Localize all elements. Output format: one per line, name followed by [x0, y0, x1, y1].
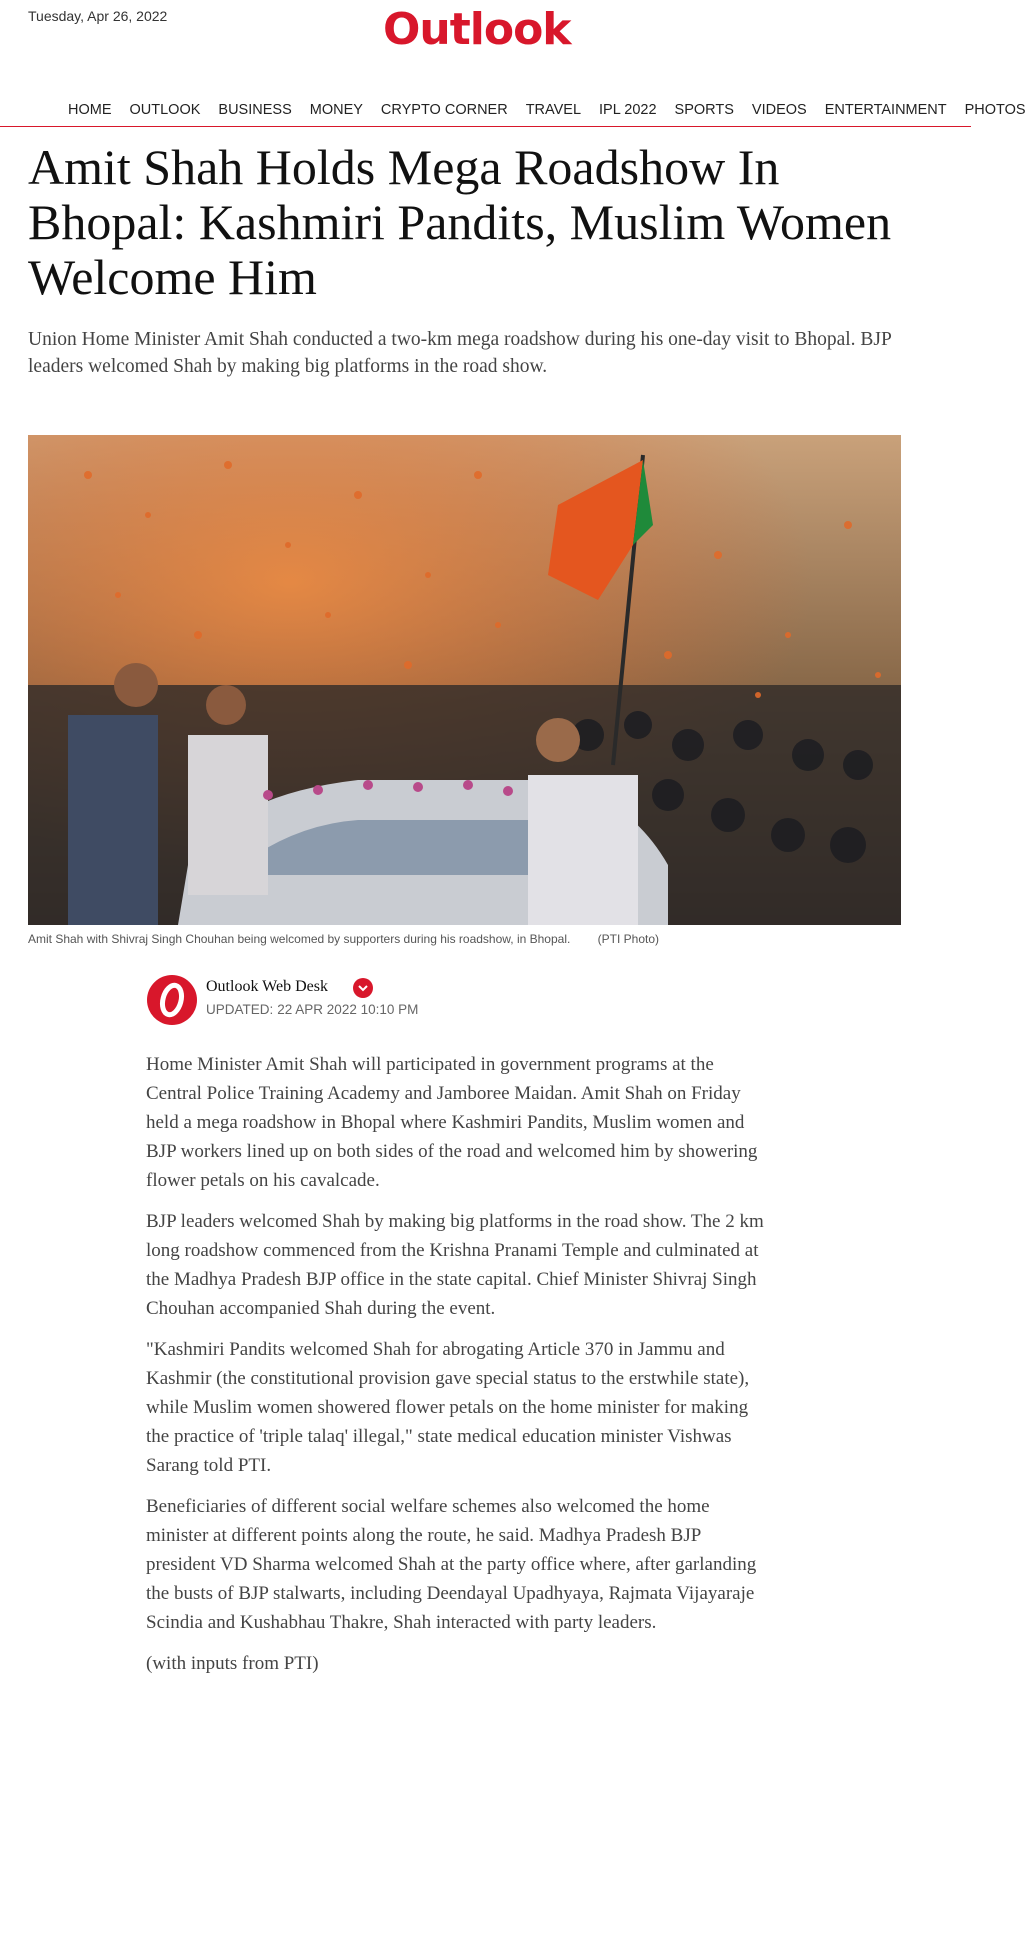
nav-item-home[interactable]: HOME: [68, 102, 112, 118]
nav-item-videos[interactable]: VIDEOS: [751, 102, 807, 118]
image-credit: (PTI Photo): [597, 932, 660, 946]
header-date: Tuesday, Apr 26, 2022: [28, 8, 168, 24]
article-paragraph: (with inputs from PTI): [146, 1653, 319, 1674]
article-paragraph: BJP leaders welcomed Shah by making big platforms in the road show. The 2 km long roadshow commenced from the Krishna Pranami Temple and culminated at the Madhya Pradesh BJP office in the state capital. Chief Minister Shivraj Singh Chouhan accompanied Shah during the event.: [146, 1211, 764, 1319]
author-name[interactable]: Outlook Web Desk: [206, 978, 328, 995]
hero-image: [28, 435, 901, 925]
article-subtitle: Union Home Minister Amit Shah conducted a two-km mega roadshow during his one-day visit to Bhopal. BJP leaders welcomed Shah by making big platforms in the road show.: [28, 329, 892, 377]
nav-item-photos[interactable]: PHOTOS: [964, 102, 1026, 118]
nav-item-crypto-corner[interactable]: CRYPTO CORNER: [380, 102, 508, 118]
nav-item-outlook[interactable]: OUTLOOK: [129, 102, 201, 118]
article-paragraph: Beneficiaries of different social welfare schemes also welcomed the home minister at different points along the route, he said. Madhya Pradesh BJP president VD Sharma welcomed Shah at the party office where, after garlanding the busts of BJP stalwarts, including Deendayal Upadhyaya, Rajmata Vijayaraje Scindia and Kushabhau Thakre, Shah interacted with party leaders.: [146, 1496, 757, 1633]
updated-label: UPDATED:: [206, 1002, 274, 1017]
outlook-o-logo-icon[interactable]: [147, 975, 197, 1025]
outlook-logo[interactable]: Outlook: [383, 4, 571, 55]
nav-item-ipl-2022[interactable]: IPL 2022: [599, 102, 657, 118]
article-paragraph: Home Minister Amit Shah will participated in government programs at the Central Police Training Academy and Jamboree Maidan. Amit Shah on Friday held a mega roadshow in Bhopal where Kashmiri Pandits, Muslim women and BJP workers lined up on both sides of the road and welcomed him by showering flower petals on his cavalcade.: [146, 1054, 758, 1191]
updated-value: 22 APR 2022 10:10 PM: [277, 1002, 419, 1017]
image-caption: [28, 932, 659, 946]
updated-timestamp: [206, 1002, 418, 1017]
article-paragraph: "Kashmiri Pandits welcomed Shah for abrogating Article 370 in Jammu and Kashmir (the constitutional provision gave special status to the erstwhile state), while Muslim women showered flower petals on the home minister for making the practice of 'triple talaq' illegal," state medical education minister Vishwas Sarang told PTI.: [146, 1339, 750, 1476]
nav-item-entertainment[interactable]: ENTERTAINMENT: [824, 102, 947, 118]
image-caption-text: Amit Shah with Shivraj Singh Chouhan being welcomed by supporters during his roadshow, in Bhopal.: [28, 932, 571, 946]
article-body: [146, 1050, 766, 1690]
nav-item-sports[interactable]: SPORTS: [674, 102, 734, 118]
nav-item-travel[interactable]: TRAVEL: [525, 102, 582, 118]
main-nav: [0, 98, 1026, 127]
nav-item-business[interactable]: BUSINESS: [218, 102, 292, 118]
chevron-down-icon[interactable]: [353, 978, 373, 998]
article-headline: Amit Shah Holds Mega Roadshow In Bhopal: Kashmiri Pandits, Muslim Women Welcome Him: [28, 139, 892, 305]
nav-item-money[interactable]: MONEY: [309, 102, 363, 118]
author-block: [147, 975, 547, 1027]
